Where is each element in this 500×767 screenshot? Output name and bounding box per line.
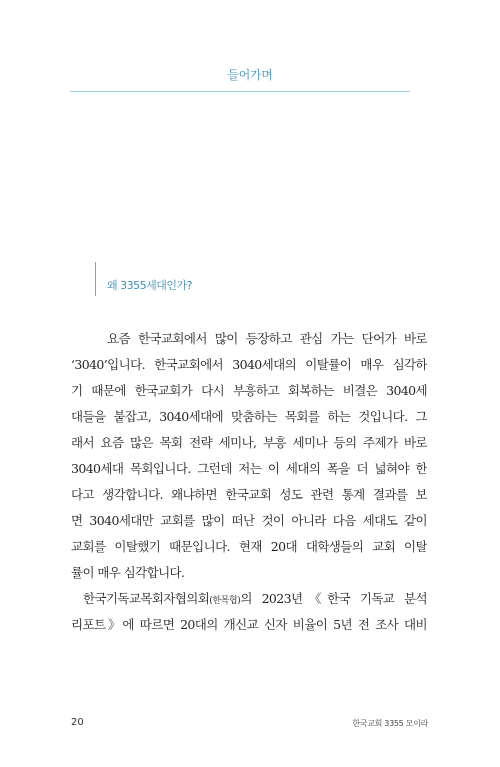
page-number: 20	[71, 717, 84, 728]
body-line: 면 3040세대만 교회를 많이 떠난 것이 아니라 다음 세대도 같이	[71, 513, 427, 528]
body-line: 대들을 붙잡고, 3040세대에 맞춤하는 목회를 하는 것입니다. 그	[71, 409, 427, 424]
body-line: 3040세대 목회입니다. 그런데 저는 이 세대의 폭을 더 넓혀야 한	[71, 461, 427, 476]
body-line: ‘3040’입니다. 한국교회에서 3040세대의 이탈률이 매우 심각하	[71, 357, 427, 372]
section-marker-bar	[95, 262, 96, 296]
body-line: 래서 요즘 많은 목회 전략 세미나, 부흥 세미나 등의 주제가 바로	[71, 435, 427, 450]
body-line: 리포트》에 따르면 20대의 개신교 신자 비율이 5년 전 조사 대비	[71, 617, 427, 632]
section-heading: 왜 3355세대인가?	[107, 279, 192, 292]
body-text-span: 의 2023년《한국 기독교 분석	[240, 591, 427, 606]
body-line: 교회를 이탈했기 때문입니다. 현재 20대 대학생들의 교회 이탈	[71, 539, 427, 554]
running-footer-title: 한국교회 3355 모이라	[352, 719, 428, 728]
chapter-title: 들어가며	[227, 68, 273, 82]
body-line: 다고 생각합니다. 왜냐하면 한국교회 성도 관련 통계 결과를 보	[71, 487, 427, 502]
body-line	[71, 586, 427, 612]
header-divider	[70, 91, 410, 92]
body-text	[71, 326, 427, 638]
body-line: 률이 매우 심각합니다.	[71, 565, 185, 580]
body-line: 요즘 한국교회에서 많이 등장하고 관심 가는 단어가 바로	[107, 331, 427, 346]
abbreviation-note: (한목협)	[209, 596, 241, 606]
body-text-span: 한국기독교목회자협의회	[83, 591, 210, 606]
body-line: 기 때문에 한국교회가 다시 부흥하고 회복하는 비결은 3040세	[71, 383, 427, 398]
